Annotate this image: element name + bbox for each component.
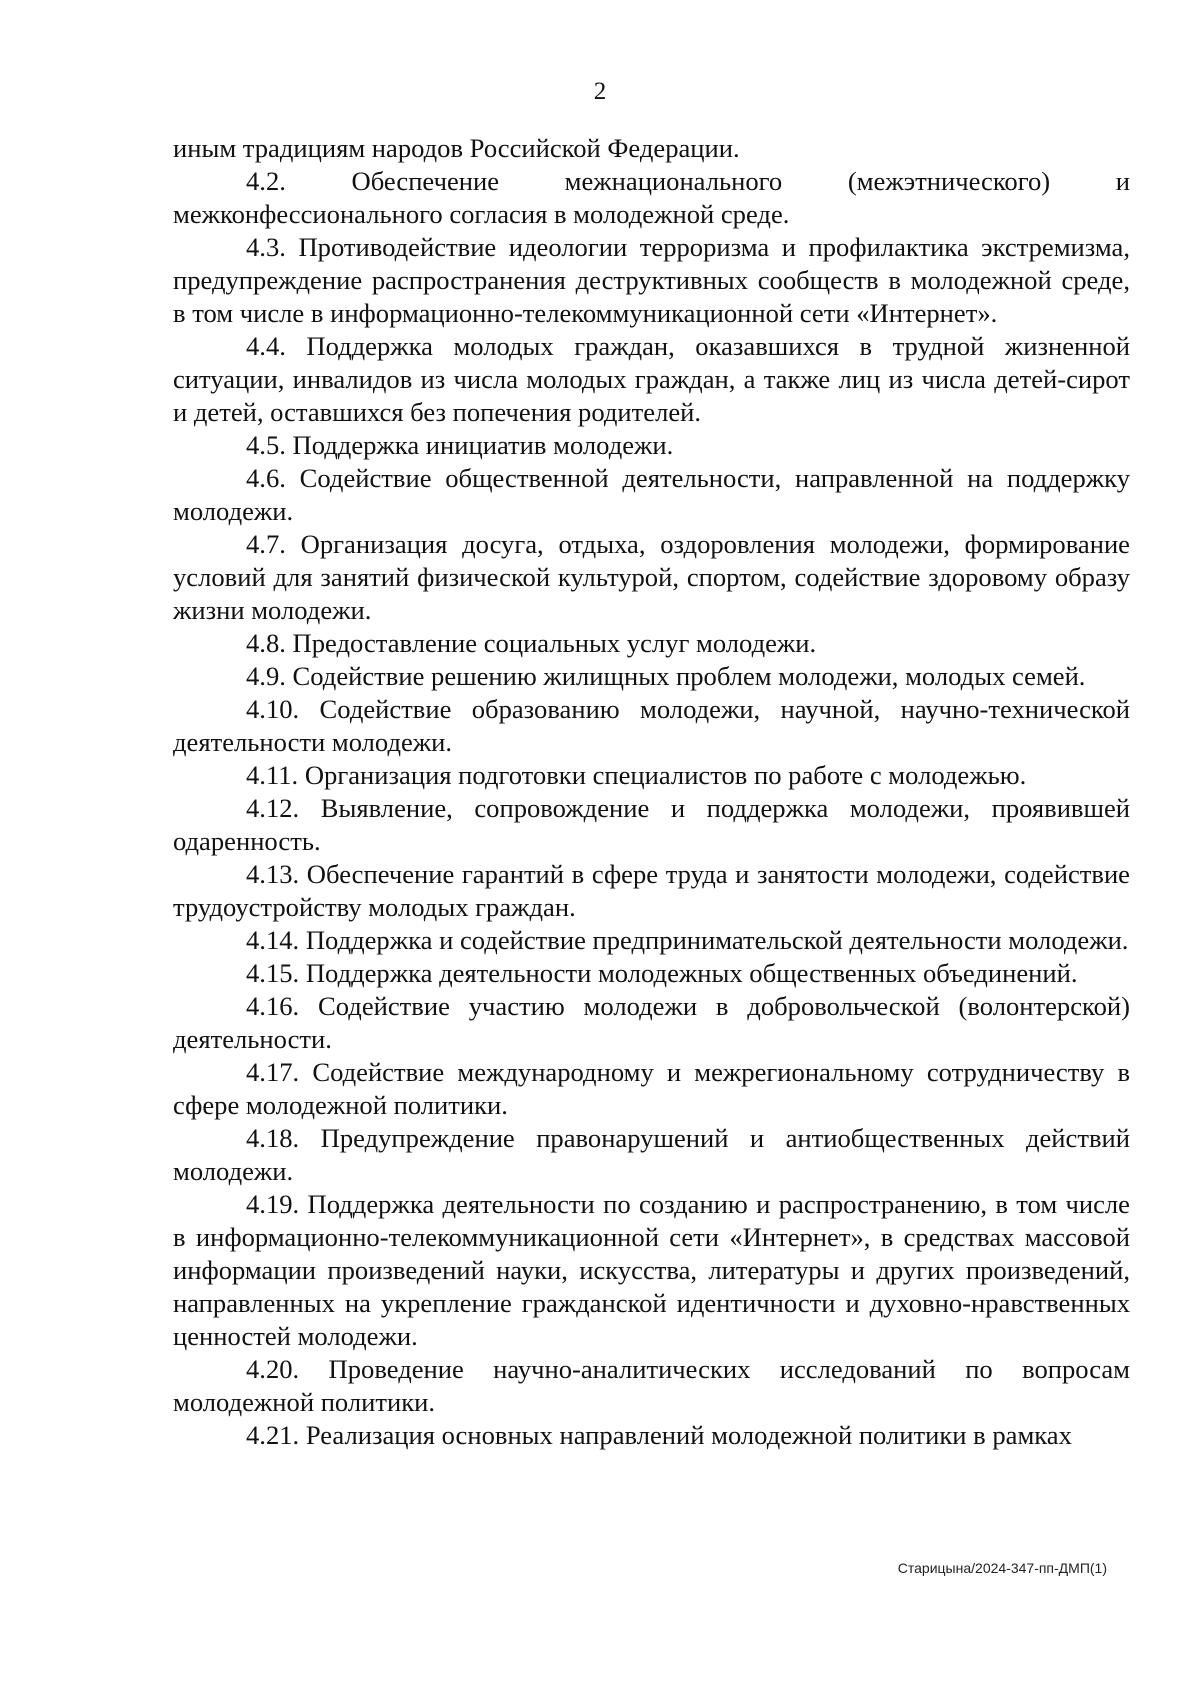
paragraph: 4.4. Поддержка молодых граждан, оказавшихся в трудной жизненной ситуации, инвалидов из числа молодых граждан, а также лиц из числа детей-сирот и детей, оставшихся без попечения родителей. (173, 331, 1130, 427)
paragraph: 4.2. Обеспечение межнационального (межэтнического) и межконфессионального согласия в молодежной среде. (173, 166, 1130, 229)
paragraph: 4.21. Реализация основных направлений молодежной политики в рамках (246, 1420, 1072, 1450)
paragraph: 4.8. Предоставление социальных услуг молодежи. (246, 628, 817, 658)
document-reference-footer: Старицына/2024-347-пп-ДМП(1) (897, 1560, 1107, 1576)
page-number: 2 (593, 78, 607, 105)
paragraph: 4.15. Поддержка деятельности молодежных общественных объединений. (246, 958, 1078, 988)
paragraph: иным традициям народов Российской Федерации. (173, 133, 740, 163)
paragraph: 4.14. Поддержка и содействие предпринимательской деятельности молодежи. (246, 925, 1129, 955)
paragraph: 4.7. Организация досуга, отдыха, оздоровления молодежи, формирование условий для занятий физической культурой, спортом, содействие здоровому образу жизни молодежи. (173, 529, 1130, 625)
paragraph: 4.11. Организация подготовки специалистов по работе с молодежью. (246, 760, 1027, 790)
paragraph: 4.16. Содействие участию молодежи в добровольческой (волонтерской) деятельности. (173, 991, 1130, 1054)
paragraph: 4.18. Предупреждение правонарушений и антиобщественных действий молодежи. (173, 1123, 1130, 1186)
document-body (173, 132, 1130, 1452)
paragraph: 4.13. Обеспечение гарантий в сфере труда и занятости молодежи, содействие трудоустройству молодых граждан. (173, 859, 1130, 922)
paragraph: 4.6. Содействие общественной деятельности, направленной на поддержку молодежи. (173, 463, 1130, 526)
paragraph: 4.10. Содействие образованию молодежи, научной, научно-технической деятельности молодежи. (173, 694, 1130, 757)
paragraph: 4.20. Проведение научно-аналитических исследований по вопросам молодежной политики. (173, 1354, 1130, 1417)
paragraph: 4.12. Выявление, сопровождение и поддержка молодежи, проявившей одаренность. (173, 793, 1130, 856)
paragraph: 4.17. Содействие международному и межрегиональному сотрудничеству в сфере молодежной политики. (173, 1057, 1130, 1120)
paragraph: 4.3. Противодействие идеологии терроризма и профилактика экстремизма, предупреждение распространения деструктивных сообществ в молодежной среде, в том числе в информационно-телекоммуникационной сети «Интернет». (173, 232, 1130, 328)
paragraph: 4.19. Поддержка деятельности по созданию и распространению, в том числе в информационно-телекоммуникационной сети «Интернет», в средствах массовой информации произведений науки, искусства, литературы и других произведений, направленных на укрепление гражданской идентичности и духовно-нравственных ценностей молодежи. (173, 1189, 1130, 1351)
paragraph: 4.5. Поддержка инициатив молодежи. (246, 430, 674, 460)
paragraph: 4.9. Содействие решению жилищных проблем молодежи, молодых семей. (246, 661, 1086, 691)
